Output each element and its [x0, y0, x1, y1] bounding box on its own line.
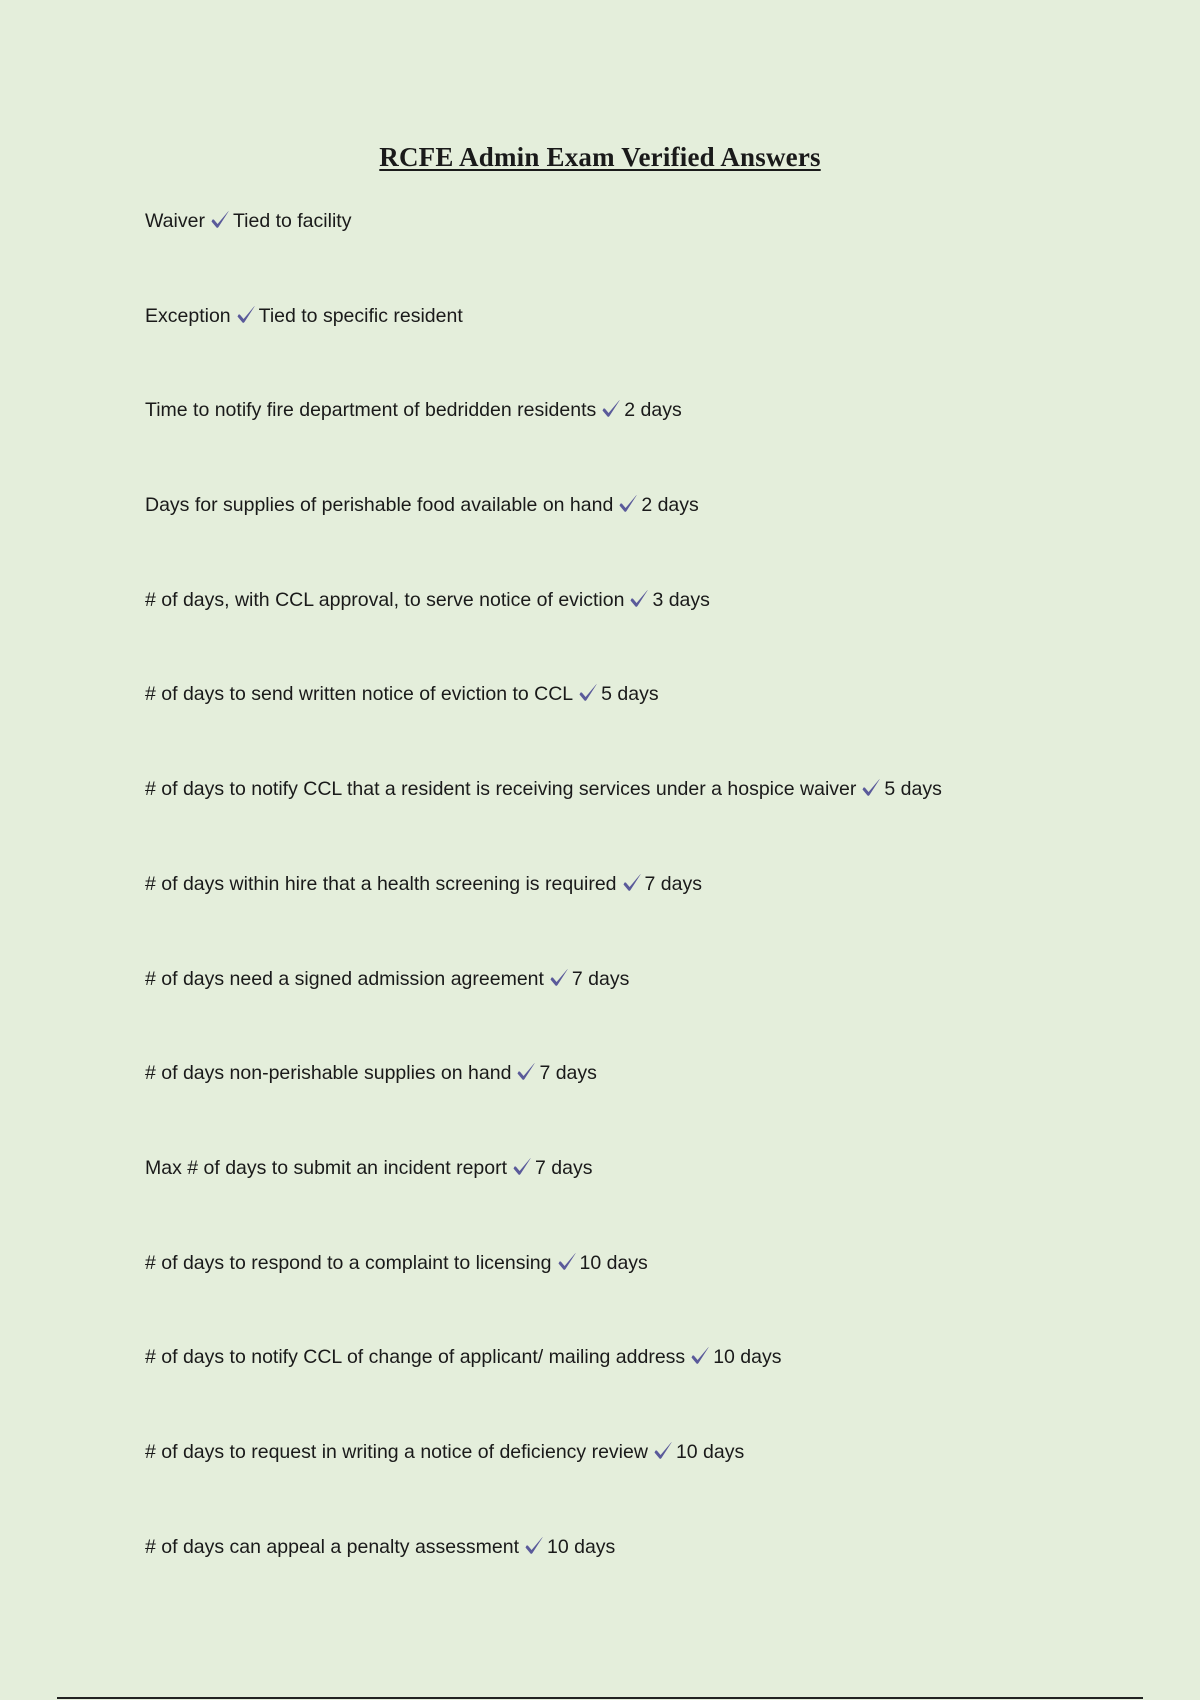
document-title: RCFE Admin Exam Verified Answers [379, 142, 821, 172]
qa-item [145, 585, 1145, 680]
qa-item [145, 1248, 1145, 1343]
question-text: # of days non-perishable supplies on hand [145, 1062, 512, 1085]
check-icon [548, 967, 570, 989]
qa-item [145, 1153, 1145, 1248]
check-icon [511, 1156, 533, 1178]
question-text: Max # of days to submit an incident report [145, 1156, 508, 1179]
answer-text: Tied to facility [232, 210, 352, 232]
question-text: # of days to request in writing a notice of deficiency review [145, 1440, 648, 1463]
answer-text: 10 days [547, 1535, 616, 1558]
qa-item [145, 774, 1145, 869]
check-icon [600, 398, 622, 420]
question-text: Exception [145, 304, 231, 327]
check-icon [515, 1061, 537, 1083]
answer-text: 7 days [571, 967, 630, 990]
qa-item [145, 395, 1145, 490]
check-icon [235, 304, 257, 326]
check-icon [621, 872, 643, 894]
answer-text: 7 days [644, 872, 702, 895]
question-text: # of days to notify CCL of change of applicant/ mailing address [145, 1346, 686, 1369]
question-text: Waiver [145, 210, 205, 232]
question-text: Time to notify fire department of bedridden residents [145, 399, 597, 422]
question-text: # of days can appeal a penalty assessment [145, 1535, 519, 1558]
answer-text: 7 days [535, 1156, 593, 1179]
qa-item [145, 206, 1145, 301]
answer-text: 2 days [641, 494, 699, 517]
answer-text: 5 days [884, 778, 942, 801]
check-icon [860, 777, 882, 799]
check-icon [523, 1535, 545, 1557]
question-text: # of days to respond to a complaint to licensing [145, 1251, 552, 1274]
question-text: # of days need a signed admission agreement [145, 967, 544, 990]
answer-text: Tied to specific resident [258, 304, 463, 327]
check-icon [577, 682, 599, 704]
qa-list [145, 206, 1145, 1626]
question-text: Days for supplies of perishable food available on hand [145, 494, 614, 517]
check-icon [556, 1251, 578, 1273]
qa-item [145, 490, 1145, 585]
check-icon [652, 1440, 674, 1462]
answer-text: 10 days [675, 1440, 745, 1463]
check-icon [617, 493, 639, 515]
qa-item [145, 964, 1145, 1059]
check-icon [689, 1345, 711, 1367]
qa-item [145, 1058, 1145, 1153]
answer-text: 5 days [601, 683, 659, 706]
answer-text: 2 days [624, 399, 682, 422]
footer-divider [57, 1697, 1143, 1699]
question-text: # of days to notify CCL that a resident is receiving services under a hospice waiver [145, 778, 857, 801]
qa-item [145, 679, 1145, 774]
qa-item [145, 869, 1145, 964]
qa-item [145, 301, 1145, 396]
question-text: # of days to send written notice of eviction to CCL [145, 683, 574, 706]
answer-text: 3 days [652, 588, 710, 611]
answer-text: 7 days [539, 1062, 597, 1085]
question-text: # of days within hire that a health screening is required [145, 872, 617, 895]
qa-item [145, 1437, 1145, 1532]
qa-item [145, 1532, 1145, 1627]
answer-text: 10 days [713, 1346, 782, 1369]
check-icon [628, 588, 650, 610]
question-text: # of days, with CCL approval, to serve notice of eviction [145, 588, 625, 611]
check-icon [209, 209, 231, 231]
answer-text: 10 days [579, 1251, 648, 1274]
qa-item [145, 1342, 1145, 1437]
